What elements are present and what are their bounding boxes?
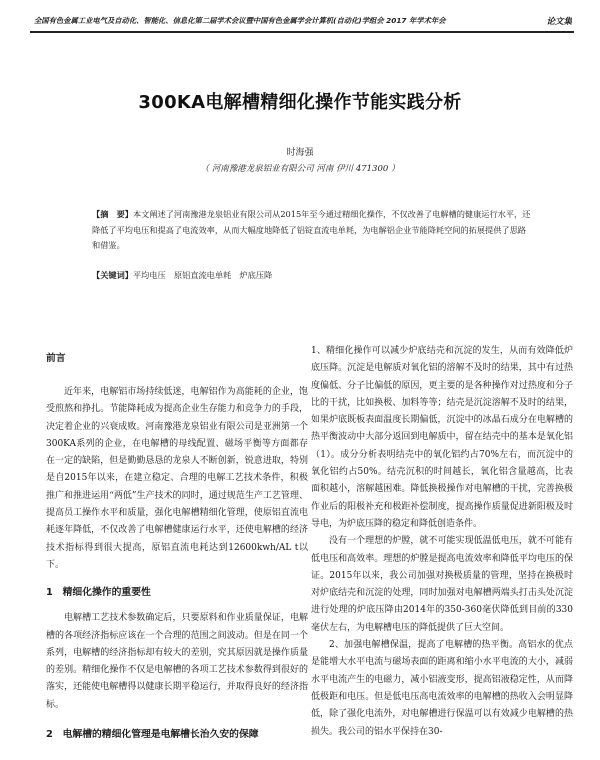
- author-affiliation: （ 河南豫港龙泉铝业有限公司 河南 伊川 471300 ）: [200, 164, 400, 174]
- conference-name: 全国有色金属工业电气及自动化、智能化、信息化第二届学术会议暨中国有色金属学会计算机(自动化)学组会 2017 年学术年会: [34, 16, 446, 25]
- section-2-paragraph-2: 没有一个理想的炉膛，就不可能实现低温低电压，就不可能有低电压和高效率。理想的炉膛是提高电流效率和降低平均电压的保证。2015年以来，我公司加强对换极质量的管理，坚持在换极时对炉底结壳和沉淀的处理，同时加强对电解槽两端头打击头处沉淀进行处理的炉底压降由2014年的350-360毫伏降低到目前的330毫伏左右，为电解槽电压的降低提供了巨大空间。: [311, 536, 573, 633]
- keywords-text: 平均电压 原铝直流电单耗 炉底压降: [132, 270, 273, 280]
- abstract: [92, 207, 532, 254]
- keywords: [92, 268, 532, 282]
- keywords-label: 【关键词】: [92, 270, 133, 280]
- intro-heading: 前言: [46, 353, 66, 364]
- running-header: [34, 10, 572, 32]
- author-name: 时海强: [286, 148, 314, 158]
- abstract-label: 【摘 要】: [92, 209, 133, 219]
- abstract-text: 本文阐述了河南豫港龙泉铝业有限公司从2015年至今通过精细化操作，不仅改善了电解槽的健康运行水平，还降低了平均电压和提高了电流效率，从而大幅度地降低了铝锭直流电单耗，为电解铝企业节能降耗空间的拓展提供了思路和借鉴。: [92, 209, 531, 250]
- section-1-heading: 1 精细化操作的重要性: [46, 587, 151, 599]
- paper-title: 300KA电解槽精细化操作节能实践分析: [138, 92, 462, 113]
- section-2-paragraph-3: 2、加强电解槽保温，提高了电解槽的热平衡。高铝水的优点是能增大水平电流与磁场表面的距离和缩小水平电流的大小，减弱水平电流产生的电磁力，减小铝液变形，提高铝液稳定性，从而降低极距和电压。但是低电压高电流效率的电解槽的热收入会明显降低，除了强化电流外，对电解槽进行保温可以有效减少电解槽的热损失。我公司的铝水平保持在30-: [311, 640, 573, 737]
- right-column: [311, 343, 573, 741]
- section-1-paragraph: 电解槽工艺技术参数确定后，只要原料和作业质量保证，电解槽的各项经济指标应该在一个合理的范围之间波动。但是在同一个系列，电解槽的经济指标却有较大的差别，究其原因就是操作质量的差别。精细化操作不仅是电解槽的各项工艺技术参数得到很好的落实，还能使电解槽得以健康长期平稳运行，并取得良好的经济指标。: [46, 613, 308, 710]
- header-rule: [30, 31, 574, 33]
- proceedings-label: 论文集: [546, 17, 572, 27]
- intro-paragraph: 近年来，电解铝市场持续低迷，电解铝作为高能耗的企业，饱受煎熬和挣扎。节能降耗成为提高企业生存能力和竞争力的手段，决定着企业的兴衰成败。河南豫港龙泉铝业有限公司是亚洲第一个300KA系列的企业，在电解槽的母线配置、磁场平衡等方面都存在一定的缺陷，但是勤勤恳恳的龙泉人不断创新，锐意进取，特别是自2015年以来，在建立稳定、合理的电解工艺技术条件，积极推广和推进运用“两低”生产技术的同时，通过规范生产工艺管理、提高员工操作水平和质量，强化电解槽精细化管理，使原铝直流电耗逐年降低，不仅改善了电解槽健康运行水平，还使电解槽的经济技术指标得到很大提高，原铝直流电耗达到12600kwh/AL t以下。: [46, 387, 308, 570]
- section-2-heading: 2 电解槽的精细化管理是电解槽长治久安的保障: [46, 729, 259, 741]
- left-column: [46, 348, 308, 752]
- section-2-paragraph-1-continued: 1、精细化操作可以减少炉底结壳和沉淀的发生，从而有效降低炉底压降。沉淀是电解质对氧化铝的溶解不及时的结果，其中有过热度偏低、分子比偏低的原因，更主要的是各种操作对过热度和分子比的干扰，比如换极、加料等等；结壳是沉淀溶解不及时的结果，如果炉底既板表面温度长期偏低，沉淀中的冰晶石成分在电解槽的热平衡波动中大部分返回到电解质中，留在结壳中的基本是氧化铝（1）。成分分析表明结壳中的氧化铝约占70%左右，而沉淀中的氧化铝约占50%。结壳沉积的时间越长，氧化铝含量越高，比表面积越小，溶解越困难。降低换极操作对电解槽的干扰，完善换极作业后的阳极补充和极距补偿制度，提高操作质量促进新阳极及时导电，为炉底压降的稳定和降低创造条件。: [311, 346, 573, 529]
